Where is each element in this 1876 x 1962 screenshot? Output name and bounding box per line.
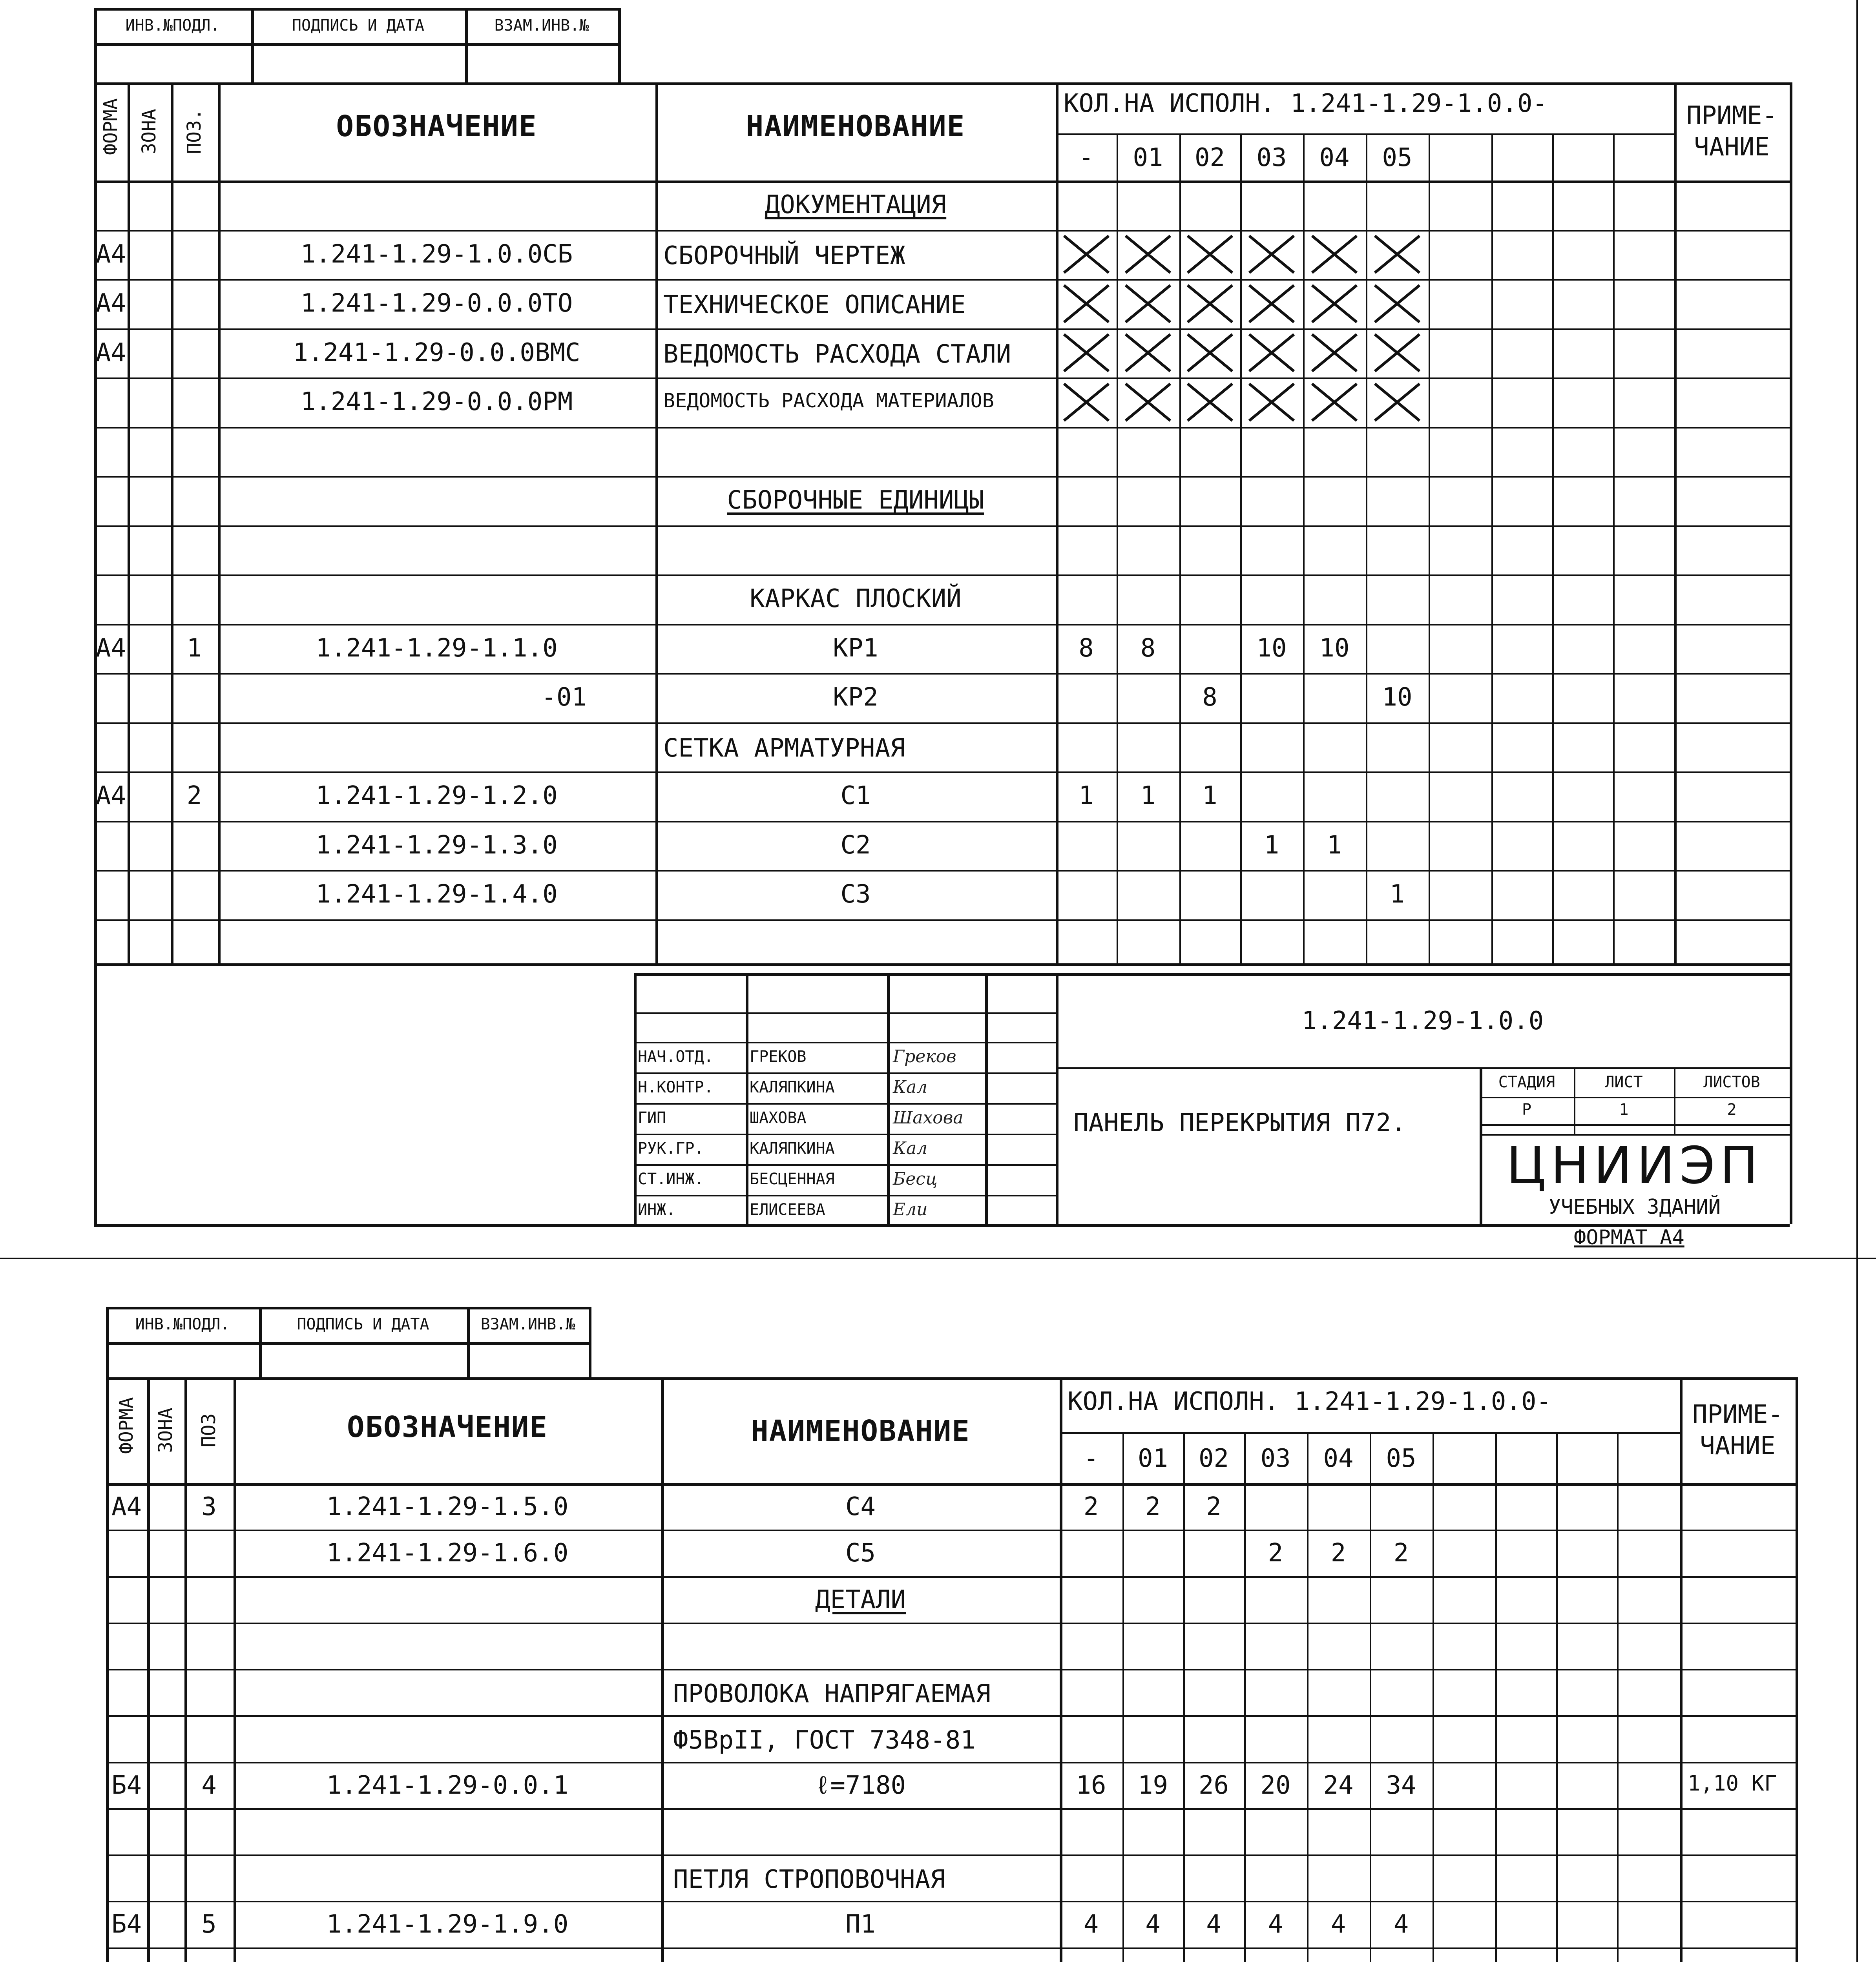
rule-v [1552,133,1554,963]
row-qty: 2 [1083,1492,1099,1521]
cross-mark [1061,381,1112,424]
row-name: СЕТКА АРМАТУРНАЯ [663,733,905,763]
rule-v [1491,133,1493,963]
row-qty: 1 [1079,781,1094,810]
cross-mark [1061,282,1112,325]
cross-mark [1246,233,1297,276]
rule-h [94,8,618,11]
stage-value: Р [1522,1101,1532,1119]
row-designation: 1.241-1.29-0.0.0ВМС [293,338,580,367]
row-qty: 16 [1076,1771,1106,1800]
signer-role: ГИП [638,1109,666,1127]
row-pos: 1 [186,633,202,663]
cross-mark [1309,381,1360,424]
signer-role: Н.КОНТР. [638,1078,714,1096]
cross-mark [1246,282,1297,325]
row-qty: 4 [1083,1910,1099,1939]
rule-h [94,427,1790,429]
rule-h [1480,1097,1790,1098]
row-section-title: ДОКУМЕНТАЦИЯ [765,190,947,219]
signer-name: КАЛЯПКИНА [750,1140,835,1158]
stamp-podpis-data: ПОДПИСЬ И ДАТА [297,1315,429,1333]
format-label: ФОРМАТ А4 [1574,1226,1684,1249]
stamp-vzam-inv: ВЗАМ.ИНВ.№ [494,16,589,35]
row-name: КР2 [833,683,878,712]
cross-mark [1372,331,1423,374]
rule-v [1056,82,1058,963]
rule-v [1617,1432,1619,1962]
row-name: ВЕДОМОСТЬ РАСХОДА МАТЕРИАЛОВ [663,389,994,412]
cross-mark [1184,381,1235,424]
rule-h [1056,1067,1790,1069]
header-exec-0: - [1079,143,1094,172]
header-designation: ОБОЗНАЧЕНИЕ [336,109,537,143]
header-note: ПРИМЕ-ЧАНИЕ [1692,1400,1783,1461]
rule-v [1366,133,1367,963]
row-designation: 1.241-1.29-1.3.0 [316,830,558,860]
header-format: ФОРМА [100,98,122,155]
signer-name: БЕСЦЕННАЯ [750,1170,835,1188]
row-qty: 2 [1145,1492,1161,1521]
sheets-label: ЛИСТОВ [1703,1073,1760,1091]
header-name: НАИМЕНОВАНИЕ [746,109,965,143]
row-name: С2 [840,830,871,860]
row-format: А4 [95,633,126,663]
cross-mark [1372,381,1423,424]
header-exec-2: 02 [1198,1444,1229,1473]
rule-h [106,1715,1796,1717]
signer-role: СТ.ИНЖ. [638,1170,704,1188]
row-qty: 2 [1206,1492,1221,1521]
row-note: 1,10 КГ [1688,1771,1777,1796]
signer-name: КАЛЯПКИНА [750,1078,835,1096]
row-designation: 1.241-1.29-0.0.0РМ [300,387,573,416]
header-zone: ЗОНА [138,109,160,154]
rule-h [94,328,1790,330]
row-format: А4 [95,338,126,367]
org-subtitle: УЧЕБНЫХ ЗДАНИЙ [1548,1195,1721,1219]
row-section-title: ДЕТАЛИ [815,1585,906,1614]
row-qty: 4 [1330,1910,1346,1939]
row-designation: 1.241-1.29-0.0.1 [326,1771,569,1800]
rule-h [94,377,1790,379]
stage-label: СТАДИЯ [1498,1073,1555,1091]
cross-mark [1309,331,1360,374]
cross-mark [1372,282,1423,325]
header-exec-3: 03 [1260,1444,1291,1473]
rule-v [1433,1432,1434,1962]
header-pos: ПОЗ [198,1413,220,1448]
rule-h [106,1669,1796,1670]
header-exec-2: 02 [1194,143,1225,172]
rule-h [1056,133,1674,135]
row-pos: 3 [201,1492,217,1521]
row-pos: 4 [201,1771,217,1800]
rule-h [634,1103,1056,1105]
signer-name: ГРЕКОВ [750,1048,807,1066]
signer-name: ШАХОВА [750,1109,807,1127]
rule-h [94,476,1790,478]
row-name: С1 [840,781,871,810]
cross-mark [1184,331,1235,374]
rule-h [94,574,1790,576]
signature: Бесц [893,1169,938,1189]
row-format: Б4 [111,1910,142,1939]
rule-v [985,973,988,1224]
rule-h [106,1623,1796,1624]
row-designation: 1.241-1.29-1.0.0СБ [300,239,573,269]
row-name: С4 [845,1492,876,1521]
stamp-inv-podl: ИНВ.№ПОДЛ. [125,16,220,35]
row-qty: 2 [1330,1539,1346,1568]
rule-v [1244,1432,1246,1962]
row-designation: 1.241-1.29-1.4.0 [316,880,558,909]
header-exec-1: 01 [1133,143,1163,172]
row-format: Б4 [111,1771,142,1800]
row-designation: -01 [541,683,587,712]
rule-h [94,963,1790,966]
rule-v [128,82,130,963]
signer-role: РУК.ГР. [638,1140,704,1158]
row-designation: 1.241-1.29-1.2.0 [316,781,558,810]
row-qty: 10 [1256,633,1287,663]
rule-v [746,973,748,1224]
sheet-label: ЛИСТ [1605,1073,1643,1091]
row-format: А4 [95,239,126,269]
signature: Кал [893,1077,928,1097]
rule-h [634,973,1790,976]
row-name: ВЕДОМОСТЬ РАСХОДА СТАЛИ [663,339,1011,369]
row-qty: 8 [1202,683,1217,712]
row-qty: 10 [1319,633,1350,663]
signer-name: ЕЛИСЕЕВА [750,1201,825,1219]
row-designation: 1.241-1.29-0.0.0ТО [300,289,573,318]
header-note: ПРИМЕ-ЧАНИЕ [1686,101,1777,162]
cross-mark [1122,381,1173,424]
signer-role: НАЧ.ОТД. [638,1048,714,1066]
row-name: С5 [845,1539,876,1568]
row-name: ПРОВОЛОКА НАПРЯГАЕМАЯ [673,1679,991,1709]
rule-v [1429,133,1430,963]
row-qty: 34 [1386,1771,1416,1800]
cross-mark [1061,233,1112,276]
signature: Греков [893,1047,956,1067]
rule-v [1856,0,1858,1258]
cross-mark [1309,282,1360,325]
rule-h [634,1164,1056,1166]
signature: Кал [893,1138,928,1158]
header-pos: ПОЗ. [183,109,205,154]
rule-h [1480,1124,1790,1126]
stamp-vzam-inv: ВЗАМ.ИНВ.№ [480,1315,575,1333]
rule-v [1117,133,1118,963]
header-exec-4: 04 [1319,143,1350,172]
cross-mark [1122,282,1173,325]
signer-role: ИНЖ. [638,1201,676,1219]
cross-mark [1184,282,1235,325]
sheets-value: 2 [1727,1101,1737,1119]
rule-h [94,525,1790,527]
row-qty: 4 [1393,1910,1409,1939]
row-name: Ф5ВрII, ГОСТ 7348-81 [673,1726,976,1755]
header-qty-title: КОЛ.НА ИСПОЛН. 1.241-1.29-1.0.0- [1064,89,1548,118]
cross-mark [1246,331,1297,374]
header-exec-3: 03 [1256,143,1287,172]
row-qty: 2 [1393,1539,1409,1568]
row-qty: 1 [1264,830,1279,860]
header-designation: ОБОЗНАЧЕНИЕ [347,1410,548,1444]
rule-h [94,673,1790,675]
row-name: П1 [845,1910,876,1939]
rule-h [106,1377,1796,1380]
signature: Ели [893,1200,928,1220]
rule-h [94,181,1790,183]
rule-v [218,82,221,963]
rule-h [634,1042,1056,1043]
row-qty: 8 [1079,633,1094,663]
rule-h [634,1012,1056,1014]
rule-h [94,279,1790,281]
row-qty: 26 [1198,1771,1229,1800]
rule-v [1370,1432,1371,1962]
row-name: СБОРОЧНЫЙ ЧЕРТЕЖ [663,241,905,270]
rule-v [1856,1258,1858,1962]
rule-v [1790,82,1792,1224]
row-qty: 20 [1260,1771,1291,1800]
row-qty: 1 [1327,830,1342,860]
rule-h [94,821,1790,822]
rule-h [106,1530,1796,1531]
rule-v [589,1307,591,1377]
sheet-value: 1 [1619,1101,1629,1119]
header-exec-5: 05 [1382,143,1412,172]
row-qty: 8 [1140,633,1156,663]
cross-mark [1061,331,1112,374]
rule-v [1796,1377,1798,1962]
row-qty: 1 [1202,781,1217,810]
rule-v [634,973,637,1224]
row-designation: 1.241-1.29-1.6.0 [326,1539,569,1568]
specification-sheet-2 [0,1258,1876,1962]
rule-h [94,722,1790,724]
doc-number: 1.241-1.29-1.0.0 [1301,1007,1544,1036]
rule-v [1613,133,1615,963]
rule-h [106,1483,1796,1486]
row-name: ТЕХНИЧЕСКОЕ ОПИСАНИЕ [663,290,966,319]
row-name: ПЕТЛЯ СТРОПОВОЧНАЯ [673,1865,945,1894]
row-format: А4 [95,781,126,810]
header-name: НАИМЕНОВАНИЕ [751,1414,970,1448]
stamp-podpis-data: ПОДПИСЬ И ДАТА [292,16,425,35]
header-exec-4: 04 [1323,1444,1354,1473]
rule-h [106,1901,1796,1902]
rule-h [94,919,1790,921]
rule-h [106,1576,1796,1578]
header-exec-0: - [1083,1444,1099,1473]
rule-h [106,1307,589,1309]
row-name: КАРКАС ПЛОСКИЙ [750,584,962,613]
row-name: КР1 [833,633,878,663]
rule-v [887,973,890,1224]
rule-h [106,1762,1796,1763]
cross-mark [1122,233,1173,276]
doc-title: ПАНЕЛЬ ПЕРЕКРЫТИЯ П72. [1073,1109,1406,1138]
rule-h [94,43,618,46]
row-section-title: СБОРОЧНЫЕ ЕДИНИЦЫ [727,486,984,515]
rule-h [94,230,1790,232]
rule-h [94,82,1790,85]
cross-mark [1184,233,1235,276]
signature: Шахова [893,1108,964,1128]
row-name: ℓ=7180 [815,1771,906,1800]
rule-h [634,1072,1056,1074]
rule-h [634,1134,1056,1135]
row-qty: 10 [1382,683,1412,712]
rule-v [1307,1432,1308,1962]
row-qty: 4 [1268,1910,1283,1939]
rule-h [106,1947,1796,1949]
row-qty: 19 [1137,1771,1168,1800]
rule-h [94,771,1790,773]
rule-v [1495,1432,1497,1962]
row-format: А4 [111,1492,142,1521]
row-qty: 2 [1268,1539,1283,1568]
rule-h [94,870,1790,872]
header-qty-title: КОЛ.НА ИСПОЛН. 1.241-1.29-1.0.0- [1068,1387,1551,1416]
rule-h [94,624,1790,625]
rule-h [106,1854,1796,1856]
rule-v [1556,1432,1558,1962]
header-exec-1: 01 [1137,1444,1168,1473]
cross-mark [1309,233,1360,276]
header-exec-5: 05 [1386,1444,1416,1473]
org-name: ЦНИИЭП [1506,1136,1763,1195]
rule-v [171,82,173,963]
row-name: С3 [840,880,871,909]
rule-h [106,1808,1796,1810]
row-qty: 4 [1206,1910,1221,1939]
rule-h [106,1342,589,1345]
row-format: А4 [95,289,126,318]
stamp-inv-podl: ИНВ.№ПОДЛ. [135,1315,230,1333]
row-pos: 2 [186,781,202,810]
row-qty: 24 [1323,1771,1354,1800]
row-qty: 1 [1140,781,1156,810]
rule-v [1179,133,1181,963]
rule-h [94,1224,1790,1227]
rule-v [618,8,621,82]
row-pos: 5 [201,1910,217,1939]
row-designation: 1.241-1.29-1.1.0 [316,633,558,663]
row-designation: 1.241-1.29-1.9.0 [326,1910,569,1939]
cross-mark [1372,233,1423,276]
row-designation: 1.241-1.29-1.5.0 [326,1492,569,1521]
rule-v [1674,82,1677,963]
cross-mark [1246,381,1297,424]
header-zone: ЗОНА [155,1408,177,1453]
row-qty: 1 [1389,880,1405,909]
header-format: ФОРМА [115,1397,137,1454]
cross-mark [1122,331,1173,374]
rule-h [634,1195,1056,1196]
row-qty: 4 [1145,1910,1161,1939]
